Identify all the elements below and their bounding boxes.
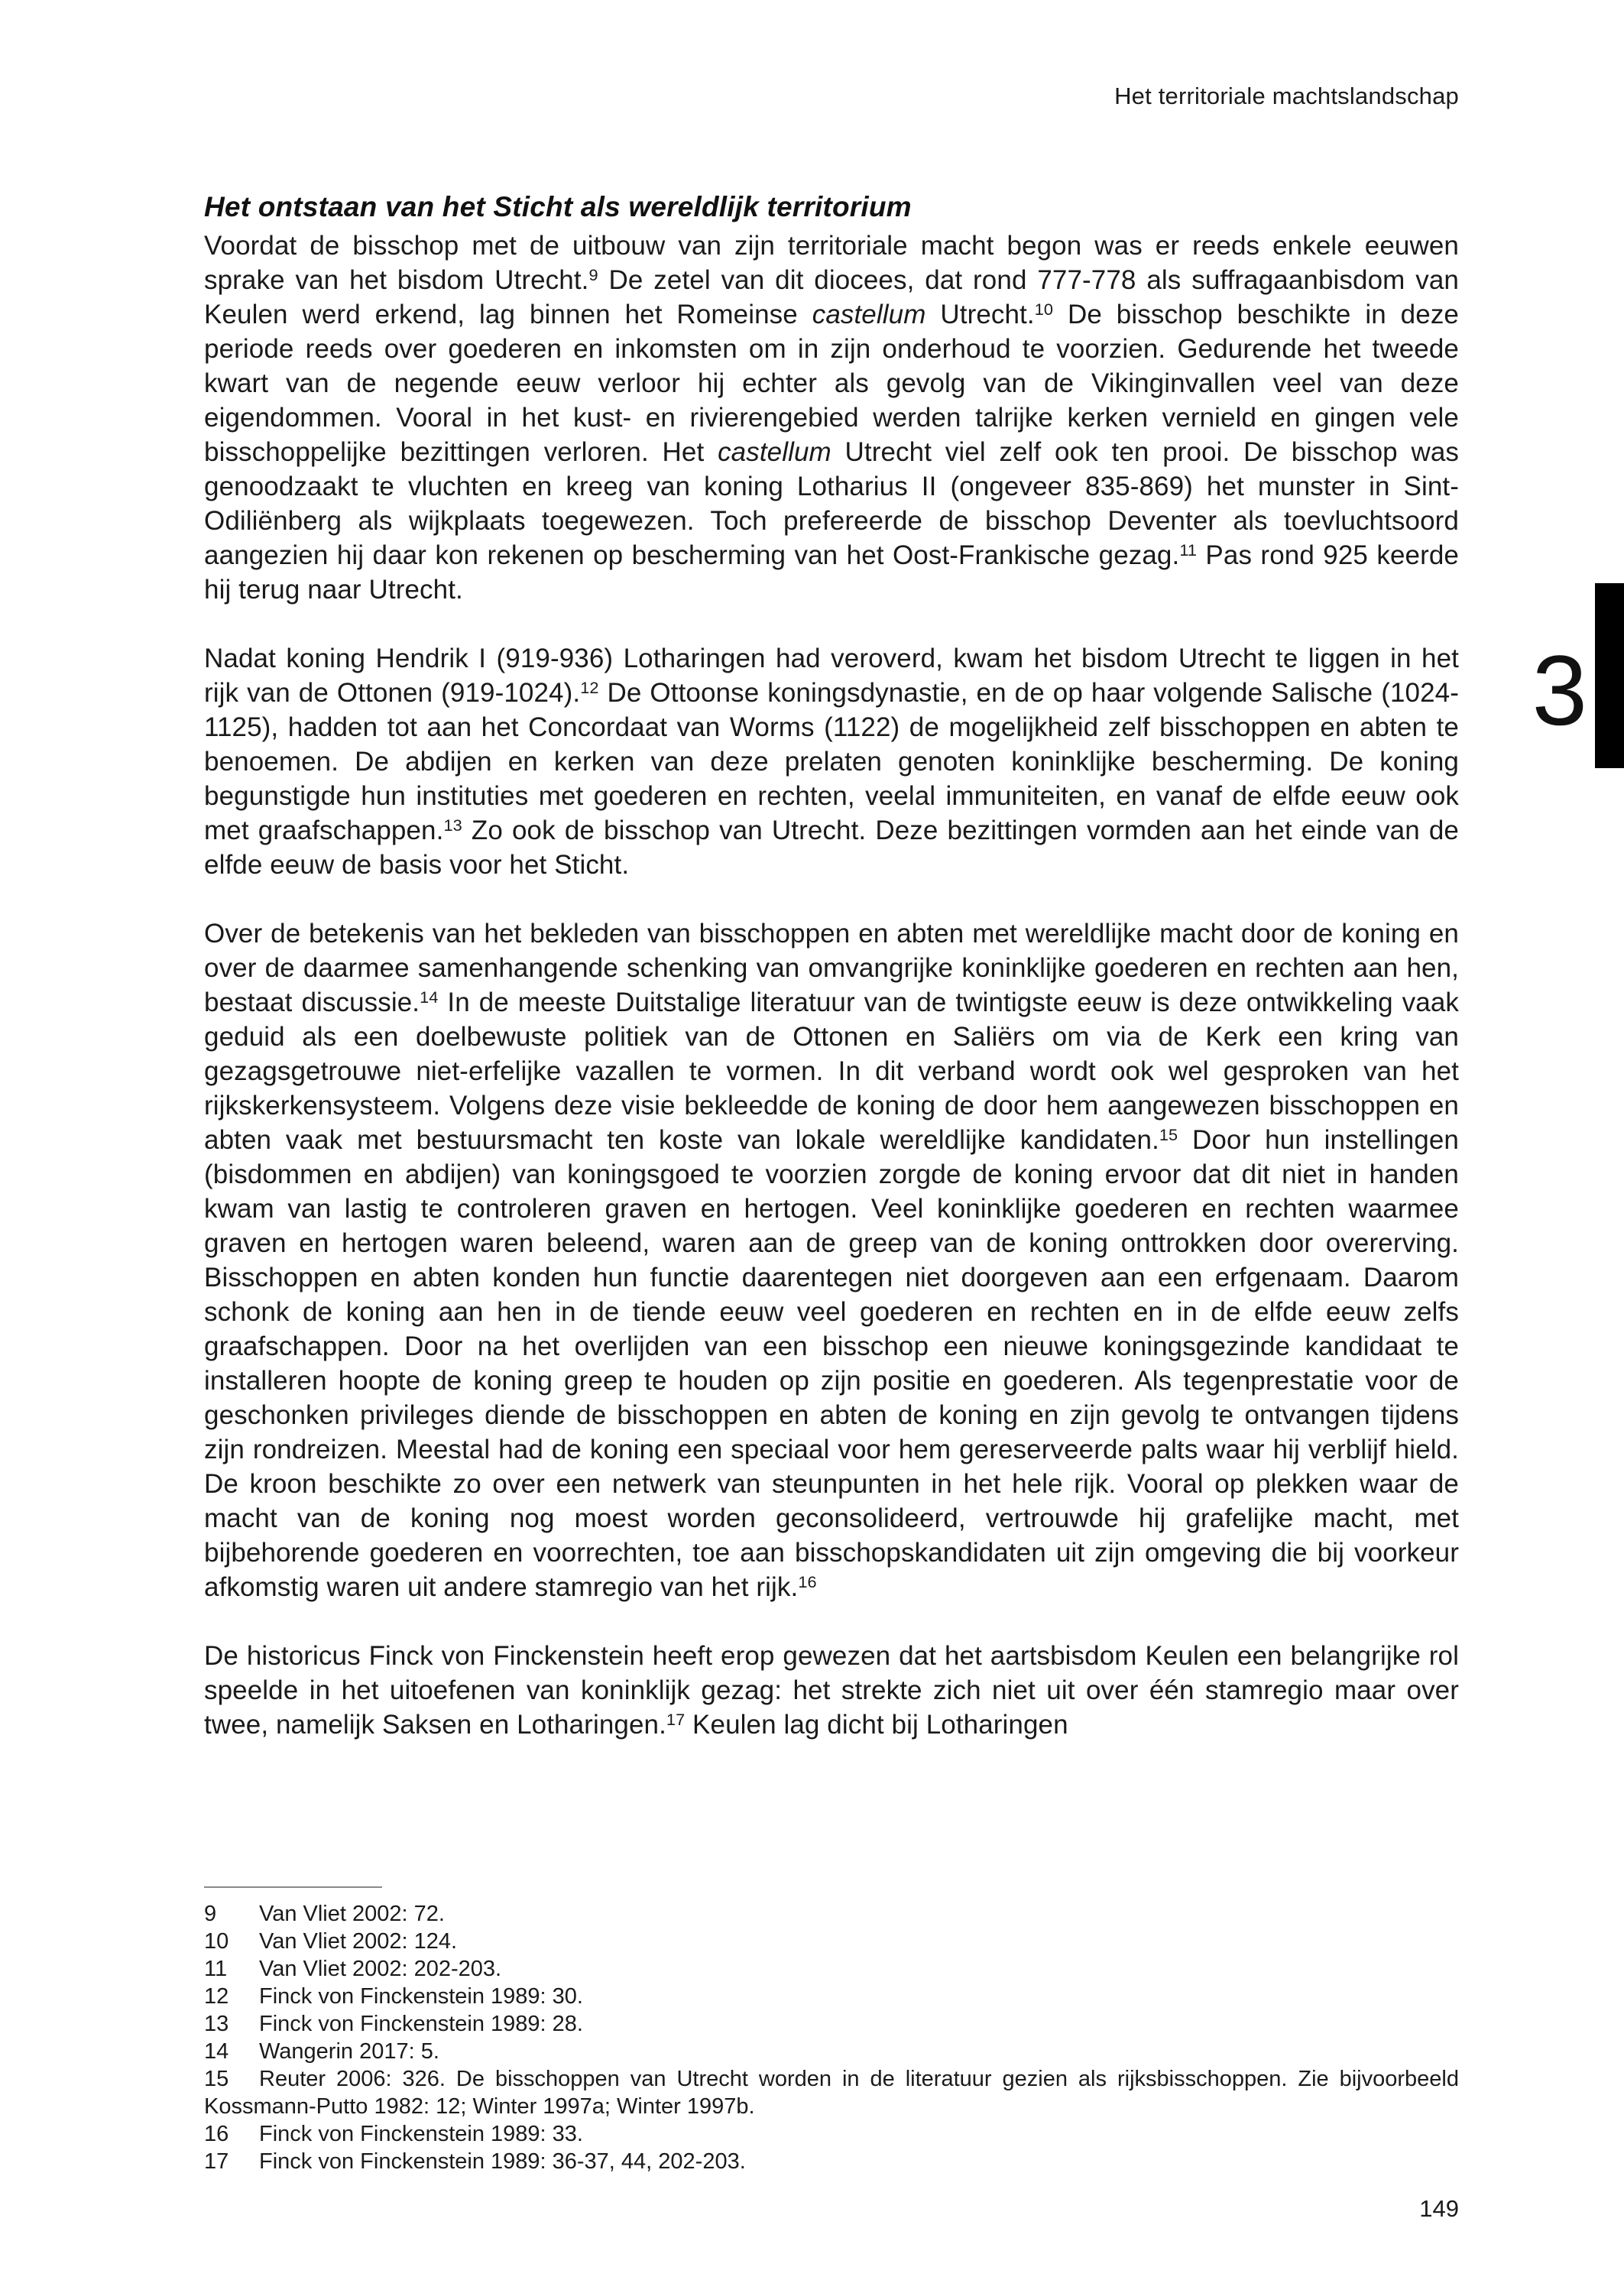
footnote-16 [204,2120,1459,2148]
paragraph-4: De historicus Finck von Finckenstein heeft erop gewezen dat het aartsbisdom Keulen een belangrijke rol speelde in het uitoefenen van koninklijk gezag: het strekte zich niet uit over één stamregio maar over twee, namelijk Saksen en Lotharingen.$^{17}$ Keulen lag dicht bij Lotharingen [204,1641,1459,1740]
footnote-11 [204,1955,1459,1983]
footnotes [204,1900,1459,2175]
paragraph-2: Nadat koning Hendrik I (919-936) Lotharingen had veroverd, kwam het bisdom Utrecht te liggen in het rijk van de Ottonen (919-1024).$^{12}$ De Ottoonse koningsdynastie, en de op haar volgende Salische (1024-1125), hadden tot aan het Concordaat van Worms (1122) de mogelijkheid zelf bisschoppen en abten te benoemen. De abdijen en kerken van deze prelaten genoten koninklijke bescherming. De koning begunstigde hun instituties met goederen en rechten, veelal immuniteiten, en vanaf de elfde eeuw ook met graafschappen.$^{13}$ Zo ook de bisschop van Utrecht. Deze bezittingen vormden aan het einde van de elfde eeuw de basis voor het Sticht. [204,644,1460,880]
footnote-17 [204,2148,1459,2175]
footnote-number: 11 [204,1957,228,1981]
footnote-15 [204,2065,1459,2120]
footnote-text: Finck von Finckenstein 1989: 28. [259,2012,583,2036]
footnote-number: 16 [204,2122,229,2146]
footnote-number: 13 [204,2012,229,2036]
running-header: Het territoriale machtslandschap [1114,83,1459,109]
footnote-area [204,1886,1459,2175]
footnote-number: 15 [204,2067,229,2091]
chapter-tab [1595,583,1624,768]
footnote-number: 10 [204,1929,229,1954]
chapter-number: 3 [1532,634,1587,746]
footnote-12 [204,1983,1459,2010]
footnote-text: Reuter 2006: 326. De bisschoppen van Utrecht worden in de literatuur gezien als rijksbisschoppen. Zie bijvoorbeeld Kossmann-Putto 1982: 12; Winter 1997a; Winter 1997b. [204,2067,1459,2119]
body-text [204,229,1459,1742]
footnote-number: 12 [204,1984,229,2009]
paragraph-1: Voordat de bisschop met de uitbouw van zijn territoriale macht begon was er reeds enkele eeuwen sprake van het bisdom Utrecht.$^9$ De zetel van dit diocees, dat rond 777-778 als suffragaanbisdom van Keulen werd erkend, lag binnen het Romeinse castellum Utrecht.$^{10}$ De bisschop beschikte in deze periode reeds over goederen en inkomsten om in zijn onderhoud te voorzien. Gedurende het tweede kwart van de negende eeuw verloor hij echter als gevolg van de Vikinginvallen veel van deze eigendommen. Vooral in het kust- en rivierengebied werden talrijke kerken vernield en gingen vele bisschoppelijke bezittingen verloren. Het castellum Utrecht viel zelf ook ten prooi. De bisschop was genoodzaakt te vluchten en kreeg van koning Lotharius II (ongeveer 835-869) het munster in Sint-Odiliënberg als wijkplaats toegewezen. Toch prefereerde de bisschop Deventer als toevluchtsoord aangezien hij daar kon rekenen op bescherming van het Oost-Frankische gezag.$^{11}$ Pas rond 925 keerde hij terug naar Utrecht. [204,231,1460,605]
content-column [204,190,1459,1742]
footnote-text: Van Vliet 2002: 124. [259,1929,458,1954]
footnote-9 [204,1900,1459,1928]
footnote-10 [204,1928,1459,1955]
footnote-number: 17 [204,2149,229,2174]
footnote-text: Finck von Finckenstein 1989: 30. [259,1984,583,2009]
footnote-number: 9 [204,1902,217,1926]
footnote-13 [204,2010,1459,2038]
footnote-rule [204,1886,382,1888]
footnote-text: Van Vliet 2002: 72. [259,1902,445,1926]
footnote-14 [204,2038,1459,2065]
footnote-text: Finck von Finckenstein 1989: 36-37, 44, 202-203. [259,2149,746,2174]
footnote-number: 14 [204,2039,229,2064]
section-heading: Het ontstaan van het Sticht als wereldlijk territorium [204,191,912,222]
paragraph-3: Over de betekenis van het bekleden van bisschoppen en abten met wereldlijke macht door de koning en over de daarmee samenhangende schenking van omvangrijke koninklijke goederen en rechten aan hen, bestaat discussie.$^{14}$ In de meeste Duitstalige literatuur van de twintigste eeuw is deze ontwikkeling vaak geduid als een doelbewuste politiek van de Ottonen en Saliërs om via de Kerk een kring van gezagsgetrouwe niet-erfelijke vazallen te vormen. In dit verband wordt ook wel gesproken van het rijkskerkensysteem. Volgens deze visie bekleedde de koning de door hem aangewezen bisschoppen en abten vaak met bestuursmacht ten koste van lokale wereldlijke kandidaten.$^{15}$ Door hun instellingen (bisdommen en abdijen) van koningsgoed te voorzien zorgde de koning ervoor dat dit niet in handen kwam van lastig te controleren graven en hertogen. Veel koninklijke goederen en rechten waarmee graven en hertogen waren beleend, waren aan de greep van de koning onttrokken door overerving. Bisschoppen en abten konden hun functie daarentegen niet doorgeven aan een erfgenaam. Daarom schonk de koning aan hen in de tiende eeuw veel goederen en rechten en in de elfde eeuw zelfs graafschappen. Door na het overlijden van een bisschop een nieuwe koningsgezinde kandidaat te installeren hoopte de koning greep te houden op zijn positie en goederen. Als tegenprestatie voor de geschonken privileges diende de bisschoppen en abten de koning en zijn gevolg te ontvangen tijdens zijn rondreizen. Meestal had de koning een speciaal voor hem gereserveerde palts waar hij verblijf hield. De kroon beschikte zo over een netwerk van steunpunten in het hele rijk. Vooral op plekken waar de macht van de koning nog moest worden geconsolideerd, vertrouwde hij grafelijke macht, met bijbehorende goederen en voorrechten, toe aan bisschopskandidaten uit zijn omgeving die bij voorkeur afkomstig waren uit andere stamregio van het rijk.$^{16}$ [204,919,1459,1602]
page-number: 149 [1419,2195,1459,2222]
footnote-text: Wangerin 2017: 5. [259,2039,439,2064]
footnote-text: Van Vliet 2002: 202-203. [259,1957,502,1981]
footnote-text: Finck von Finckenstein 1989: 33. [259,2122,583,2146]
